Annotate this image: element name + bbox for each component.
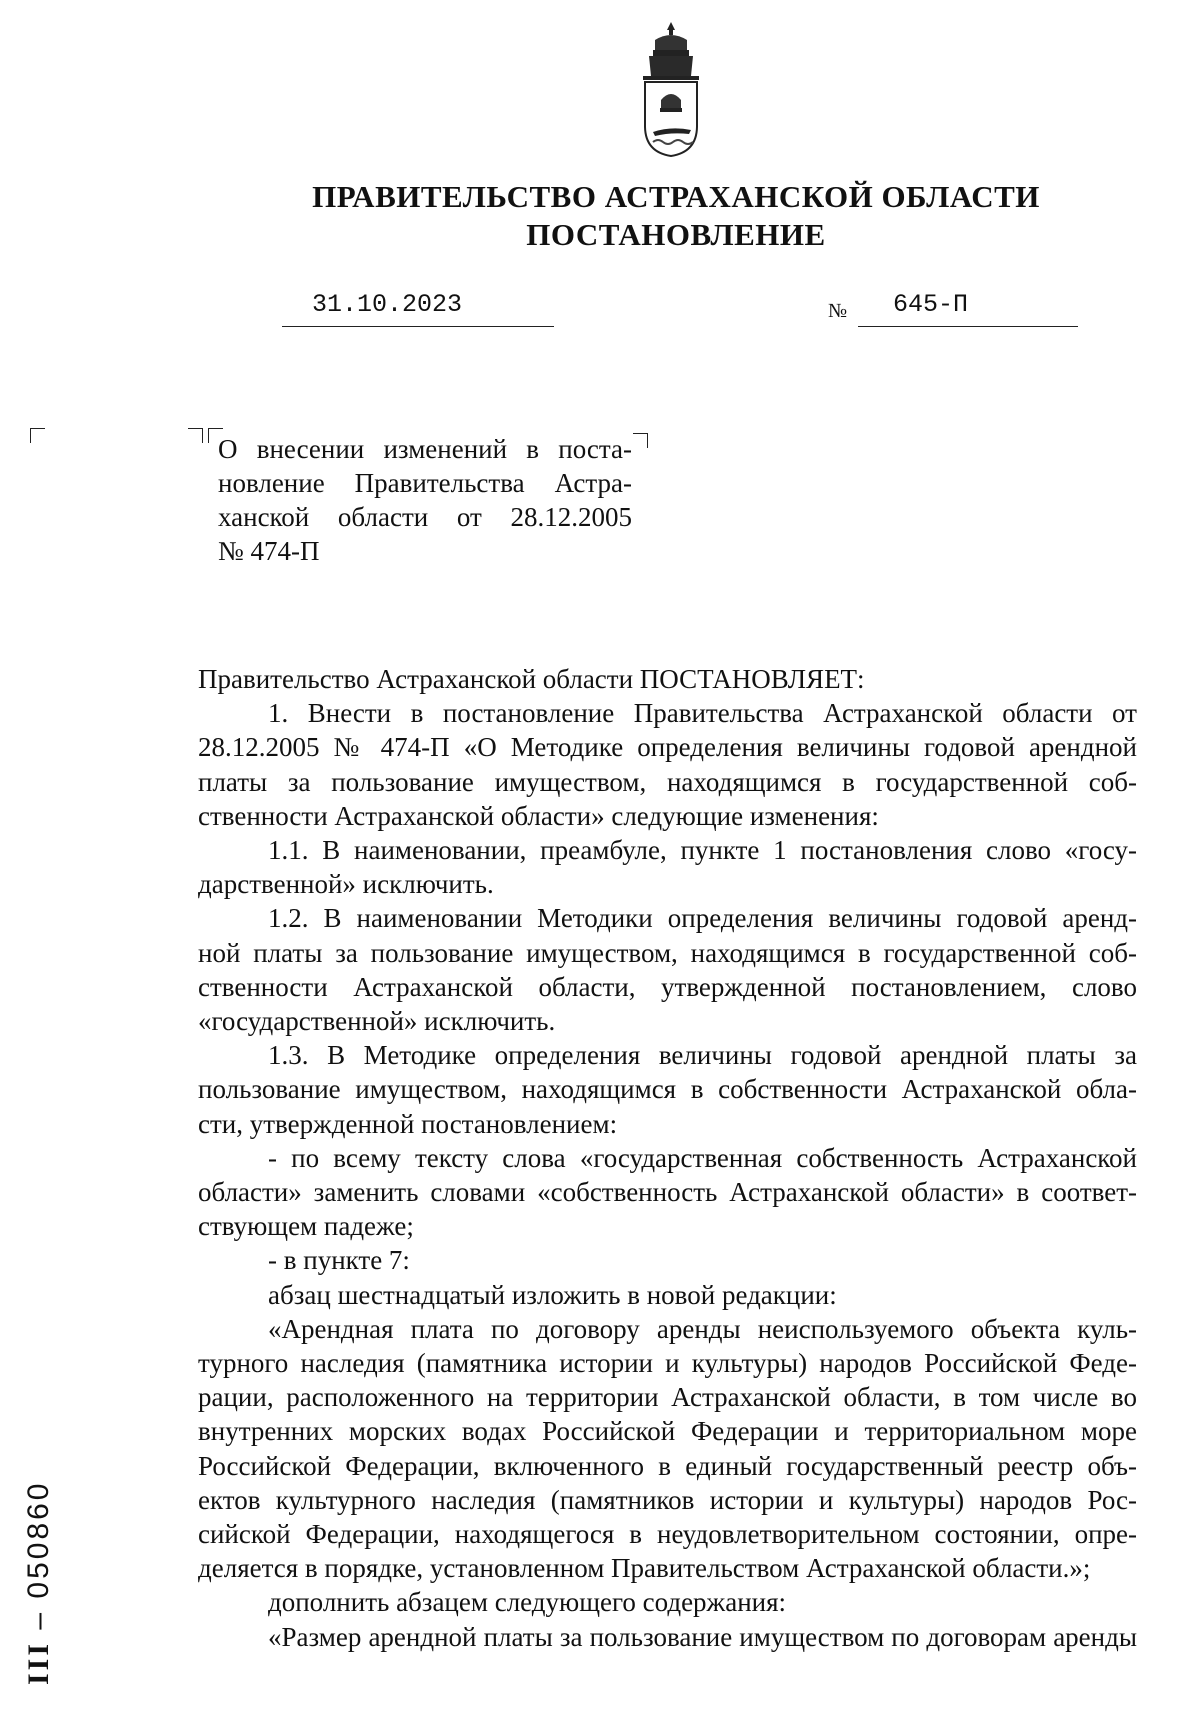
body-line: деляется в порядке, установленном Правительством Астраханской области.»;: [198, 1553, 1091, 1584]
subject-line: № 474-П: [218, 536, 320, 566]
body-line: дополнить абзацем следующего содержания:: [268, 1587, 787, 1618]
body-line: ствующем падеже;: [198, 1211, 414, 1242]
document-body: [198, 662, 1137, 1654]
body-line: пользование имуществом, находящимся в собственности Астраханской обла-: [198, 1074, 1137, 1105]
corner-bracket-mark: [188, 428, 203, 443]
number-sign-label: №: [828, 300, 848, 322]
body-line: абзац шестнадцатый изложить в новой редакции:: [268, 1279, 837, 1310]
body-line: ственности Астраханской области» следующие изменения:: [198, 800, 879, 831]
body-line: области» заменить словами «собственность Астраханской области» в соответ-: [198, 1177, 1137, 1208]
serial-value: – 050860: [22, 1480, 55, 1641]
body-line: дарственной» исключить.: [198, 869, 494, 900]
body-line: ной платы за пользование имуществом, находящимся в государственной соб-: [198, 937, 1137, 968]
body-line: платы за пользование имуществом, находящимся в государственной соб-: [198, 766, 1137, 797]
body-line: внутренних морских водах Российской Федерации и территориальном море: [198, 1416, 1137, 1447]
body-line: рации, расположенного на территории Астраханской области, в том числе во: [198, 1382, 1137, 1413]
body-line: Правительство Астраханской области ПОСТАНОВЛЯЕТ:: [198, 664, 865, 694]
body-line: 1.3. В Методике определения величины годовой арендной платы за: [268, 1040, 1137, 1071]
document-date: 31.10.2023: [312, 290, 463, 319]
body-line: 1.2. В наименовании Методики определения величины годовой аренд-: [268, 903, 1137, 934]
body-line: сийской Федерации, находящегося в неудовлетворительном состоянии, опре-: [198, 1519, 1137, 1550]
body-line: «Размер арендной платы за пользование имуществом по договорам аренды: [268, 1621, 1137, 1652]
body-line: - по всему тексту слова «государственная собственность Астраханской: [268, 1142, 1137, 1173]
body-line: «Арендная плата по договору аренды неиспользуемого объекта куль-: [268, 1313, 1137, 1344]
body-line: 1. Внести в постановление Правительства Астраханской области от: [268, 698, 1137, 729]
serial-prefix: III: [22, 1640, 55, 1685]
body-line: «государственной» исключить.: [198, 1006, 556, 1037]
corner-bracket-mark: [633, 433, 648, 448]
body-line: 28.12.2005 № 474-П «О Методике определения величины годовой арендной: [198, 732, 1137, 763]
document-date-field: [282, 286, 554, 327]
body-line: сти, утвержденной постановлением:: [198, 1108, 618, 1139]
astrakhan-coat-of-arms-emblem: [633, 20, 709, 158]
body-line: ектов культурного наследия (памятников истории и культуры) народов Рос-: [198, 1484, 1137, 1515]
body-line: - в пункте 7:: [268, 1245, 410, 1276]
body-line: турного наследия (памятника истории и культуры) народов Российской Феде-: [198, 1348, 1137, 1379]
body-line: ственности Астраханской области, утвержденной постановлением, слово: [198, 971, 1137, 1002]
document-number-field: [858, 286, 1078, 327]
organization-title: ПРАВИТЕЛЬСТВО АСТРАХАНСКОЙ ОБЛАСТИ: [312, 179, 1040, 214]
corner-bracket-mark: [30, 428, 45, 443]
document-number: 645-П: [893, 290, 969, 319]
body-line: 1.1. В наименовании, преамбуле, пункте 1 постановления слово «госу-: [268, 835, 1137, 866]
subject-line: ханской области от 28.12.2005: [218, 502, 632, 532]
subject-line: О внесении изменений в поста-: [218, 434, 632, 464]
subject-line: новление Правительства Астра-: [218, 468, 632, 498]
document-subject: [218, 432, 632, 568]
form-serial-number: [22, 1385, 62, 1685]
document-type-heading: ПОСТАНОВЛЕНИЕ: [526, 217, 826, 252]
body-line: Российской Федерации, включенного в единый государственный реестр объ-: [198, 1450, 1137, 1481]
